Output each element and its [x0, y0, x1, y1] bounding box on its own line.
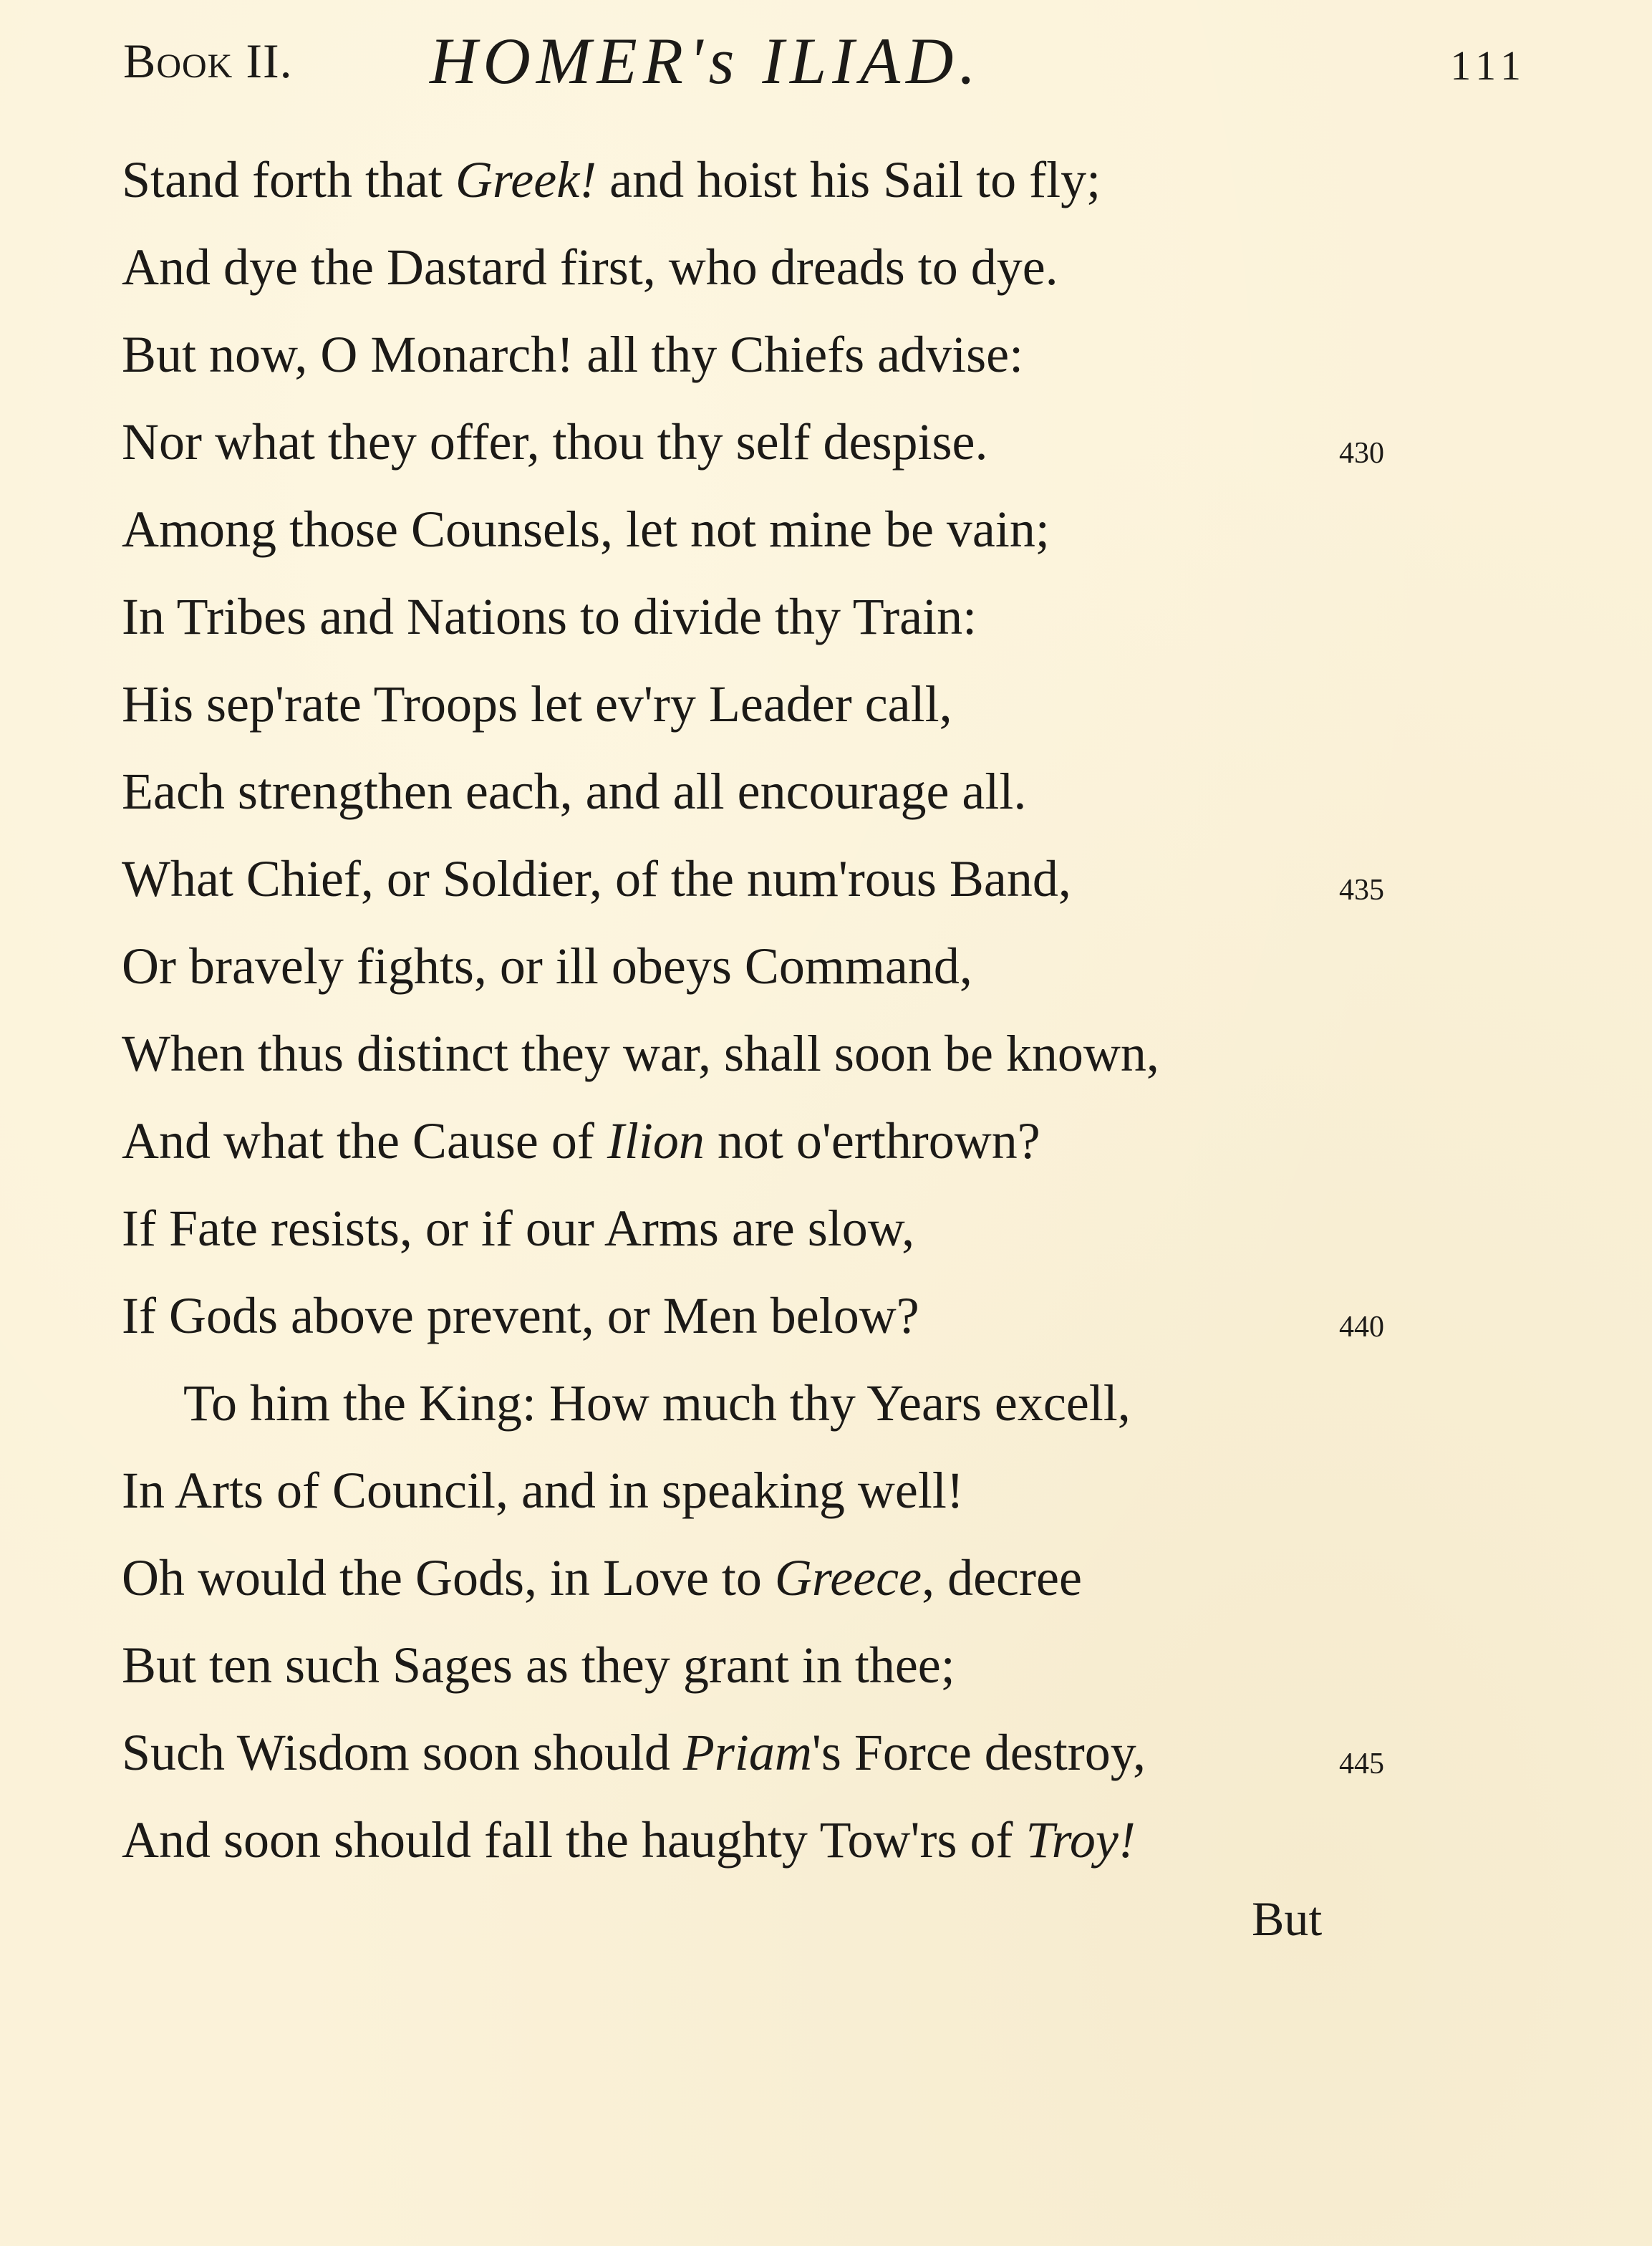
running-head — [123, 20, 1527, 106]
verse-block — [122, 136, 1446, 1884]
verse-text: But now, O Monarch! all thy Chiefs advise: — [122, 326, 1024, 383]
running-title: HOMER's ILIAD. — [430, 24, 982, 97]
verse-text: When thus distinct they war, shall soon be known, — [122, 1025, 1159, 1082]
verse-text: Such Wisdom soon should Priam's Force destroy, — [122, 1724, 1146, 1781]
verse-text: In Arts of Council, and in speaking well! — [122, 1462, 964, 1519]
verse-text: Nor what they offer, thou thy self despise. — [122, 413, 988, 471]
verse-text: If Fate resists, or if our Arms are slow, — [122, 1200, 915, 1257]
verse-line — [122, 1621, 1446, 1709]
catchword: But — [1252, 1891, 1323, 1946]
book-label: Book II. — [123, 34, 293, 88]
verse-line — [122, 748, 1446, 835]
verse-line — [122, 1447, 1446, 1534]
verse-line — [122, 486, 1446, 573]
verse-line — [122, 660, 1446, 748]
verse-text: Each strengthen each, and all encourage all. — [122, 763, 1027, 820]
verse-line — [122, 922, 1446, 1010]
verse-text: And dye the Dastard first, who dreads to dye. — [122, 238, 1058, 296]
line-number: 445 — [1339, 1748, 1384, 1780]
verse-text: In Tribes and Nations to divide thy Train: — [122, 588, 977, 645]
verse-line — [122, 1010, 1446, 1097]
verse-text: If Gods above prevent, or Men below? — [122, 1287, 919, 1344]
verse-line — [122, 1709, 1446, 1796]
verse-line — [122, 1359, 1446, 1447]
verse-line — [122, 311, 1446, 398]
verse-line — [122, 136, 1446, 223]
verse-text: Among those Counsels, let not mine be vain; — [122, 501, 1050, 558]
verse-line — [122, 398, 1446, 486]
line-number: 430 — [1339, 437, 1384, 470]
verse-text: But ten such Sages as they grant in thee; — [122, 1637, 955, 1694]
verse-line — [122, 1272, 1446, 1359]
verse-text: His sep'rate Troops let ev'ry Leader call, — [122, 675, 952, 733]
line-number: 435 — [1339, 874, 1384, 907]
page-number: 111 — [1450, 42, 1527, 89]
verse-line — [122, 1097, 1446, 1185]
verse-line — [122, 573, 1446, 660]
verse-text: And what the Cause of Ilion not o'erthrown? — [122, 1112, 1040, 1170]
verse-line — [122, 835, 1446, 922]
verse-text: To him the King: How much thy Years excell, — [183, 1374, 1131, 1432]
verse-text: And soon should fall the haughty Tow'rs of Troy! — [122, 1811, 1136, 1869]
verse-text: What Chief, or Soldier, of the num'rous Band, — [122, 850, 1071, 907]
verse-text: Stand forth that Greek! and hoist his Sail to fly; — [122, 151, 1101, 208]
line-number: 440 — [1339, 1311, 1384, 1344]
verse-line — [122, 1185, 1446, 1272]
verse-line — [122, 223, 1446, 311]
verse-text: Or bravely fights, or ill obeys Command, — [122, 938, 972, 995]
verse-text: Oh would the Gods, in Love to Greece, decree — [122, 1549, 1082, 1606]
verse-line — [122, 1534, 1446, 1621]
verse-line — [122, 1796, 1446, 1884]
